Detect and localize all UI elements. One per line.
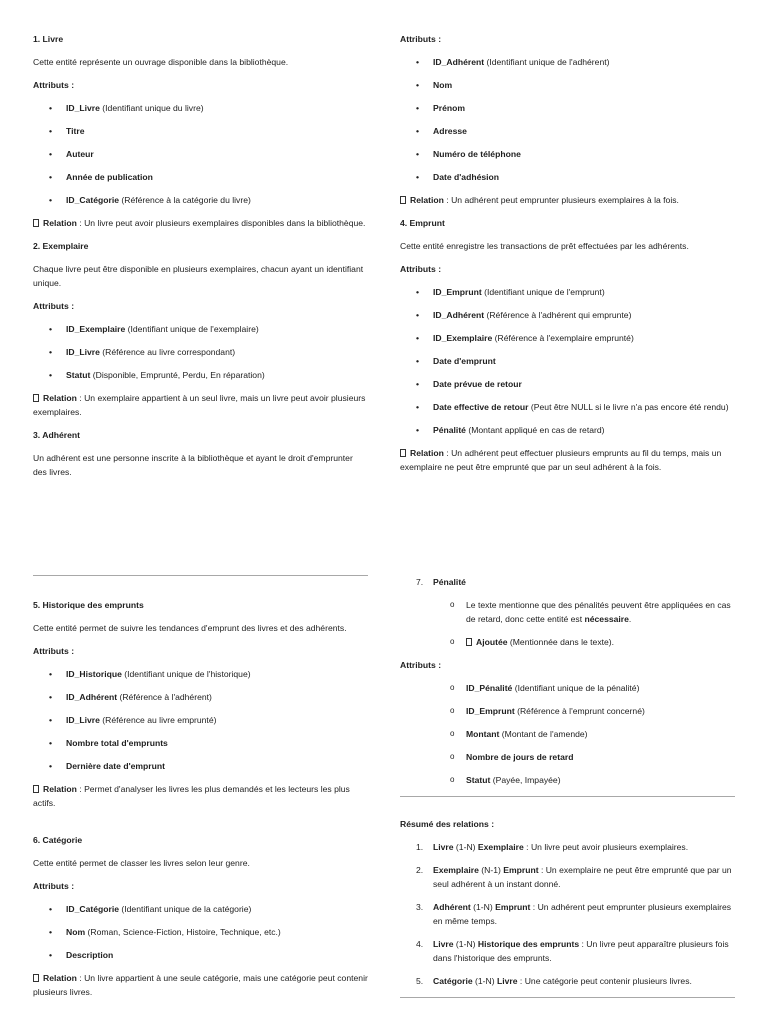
- section-title-categorie: 6. Catégorie: [33, 835, 83, 845]
- summary-item: 5. Catégorie (1-N) Livre : Une catégorie peut contenir plusieurs livres.: [416, 976, 692, 986]
- attribute-item: • Nom: [400, 78, 735, 92]
- relation-historique: Relation : Permet d'analyser les livres les plus demandés et les lecteurs les plus actifs.: [33, 784, 350, 808]
- attribute-list-categorie: [33, 902, 368, 962]
- attribute-list-emprunt: [400, 285, 735, 437]
- summary-title: Résumé des relations :: [400, 819, 495, 829]
- attribute-item: • ID_Exemplaire (Identifiant unique de l'exemplaire): [33, 322, 368, 336]
- attribute-item: • Pénalité (Montant appliqué en cas de retard): [400, 423, 735, 437]
- attribute-item: • Description: [33, 948, 368, 962]
- attributes-label: Attributs :: [400, 660, 442, 670]
- attribute-item: • Date prévue de retour: [400, 377, 735, 391]
- summary-list: [400, 840, 735, 988]
- relation-exemplaire: Relation : Un exemplaire appartient à un seul livre, mais un livre peut avoir plusieurs exemplaires.: [33, 393, 366, 417]
- attribute-item: • Date effective de retour (Peut être NULL si le livre n'a pas encore été rendu): [400, 400, 735, 414]
- summary-item: 4. Livre (1-N) Historique des emprunts : Un livre peut apparaître plusieurs fois dans l'historique des emprunts.: [416, 939, 729, 963]
- attributes-label: Attributs :: [33, 646, 75, 656]
- page2-right-column: [400, 575, 735, 998]
- attribute-item: • Année de publication: [33, 170, 368, 184]
- missing-glyph-icon: [466, 638, 472, 646]
- missing-glyph-icon: [33, 785, 39, 793]
- attributes-label: Attributs :: [33, 301, 75, 311]
- relation-adherent: Relation : Un adhérent peut emprunter plusieurs exemplaires à la fois.: [400, 193, 735, 207]
- attribute-item: • Numéro de téléphone: [400, 147, 735, 161]
- horizontal-divider: [400, 997, 735, 998]
- summary-item: 1. Livre (1-N) Exemplaire : Un livre peut avoir plusieurs exemplaires.: [416, 842, 689, 852]
- section-title-adherent: 3. Adhérent: [33, 430, 80, 440]
- attribute-item: • Date d'emprunt: [400, 354, 735, 368]
- attribute-list-historique: [33, 667, 368, 773]
- section-title-exemplaire: 2. Exemplaire: [33, 241, 89, 251]
- section-desc-livre: Cette entité représente un ouvrage disponible dans la bibliothèque.: [33, 57, 289, 67]
- missing-glyph-icon: [33, 394, 39, 402]
- missing-glyph-icon: [33, 974, 39, 982]
- section-desc-categorie: Cette entité permet de classer les livres selon leur genre.: [33, 858, 250, 868]
- attribute-item: o Statut (Payée, Impayée): [400, 773, 735, 787]
- horizontal-divider: [400, 796, 735, 797]
- attribute-list-adherent: [400, 55, 735, 184]
- attribute-item: • ID_Historique (Identifiant unique de l'historique): [33, 667, 368, 681]
- attribute-list-exemplaire: [33, 322, 368, 382]
- penalite-notes: [400, 598, 735, 649]
- attribute-list-livre: [33, 101, 368, 207]
- attribute-item: • ID_Livre (Référence au livre correspondant): [33, 345, 368, 359]
- missing-glyph-icon: [400, 196, 406, 204]
- note-item: o Le texte mentionne que des pénalités peuvent être appliquées en cas de retard, donc cette entité est nécessaire.: [400, 598, 735, 626]
- section-title-emprunt: 4. Emprunt: [400, 218, 445, 228]
- note-item: o Ajoutée (Mentionnée dans le texte).: [400, 635, 735, 649]
- attribute-item: o ID_Pénalité (Identifiant unique de la pénalité): [400, 681, 735, 695]
- section-desc-historique: Cette entité permet de suivre les tendances d'emprunt des livres et des adhérents.: [33, 623, 347, 633]
- attribute-item: • ID_Emprunt (Identifiant unique de l'emprunt): [400, 285, 735, 299]
- section-desc-exemplaire: Chaque livre peut être disponible en plusieurs exemplaires, chacun ayant un identifiant unique.: [33, 264, 364, 288]
- page1-left-column: [33, 32, 368, 488]
- attribute-item: • Adresse: [400, 124, 735, 138]
- missing-glyph-icon: [33, 219, 39, 227]
- summary-item: 2. Exemplaire (N-1) Emprunt : Un exemplaire ne peut être emprunté que par un seul adhérent à un instant donné.: [416, 865, 732, 889]
- list-number: 7.: [416, 577, 424, 587]
- attribute-item: • ID_Exemplaire (Référence à l'exemplaire emprunté): [400, 331, 735, 345]
- horizontal-divider: [33, 575, 368, 576]
- section-title-livre: 1. Livre: [33, 34, 64, 44]
- attribute-list-penalite: [400, 681, 735, 787]
- section-title-historique: 5. Historique des emprunts: [33, 600, 144, 610]
- attribute-item: • Auteur: [33, 147, 368, 161]
- missing-glyph-icon: [400, 449, 406, 457]
- attribute-item: • ID_Adhérent (Référence à l'adhérent qui emprunte): [400, 308, 735, 322]
- attribute-item: • Prénom: [400, 101, 735, 115]
- attribute-item: • ID_Adhérent (Identifiant unique de l'adhérent): [400, 55, 735, 69]
- attribute-item: • Statut (Disponible, Emprunté, Perdu, En réparation): [33, 368, 368, 382]
- attribute-item: • Dernière date d'emprunt: [33, 759, 368, 773]
- attribute-item: • Nombre total d'emprunts: [33, 736, 368, 750]
- attributes-label: Attributs :: [400, 264, 442, 274]
- relation-categorie: Relation : Un livre appartient à une seule catégorie, mais une catégorie peut contenir plusieurs livres.: [33, 973, 368, 997]
- section-desc-emprunt: Cette entité enregistre les transactions de prêt effectuées par les adhérents.: [400, 241, 689, 251]
- attributes-label: Attributs :: [400, 34, 442, 44]
- attribute-item: • ID_Livre (Référence au livre emprunté): [33, 713, 368, 727]
- attribute-item: • ID_Adhérent (Référence à l'adhérent): [33, 690, 368, 704]
- relation-emprunt: Relation : Un adhérent peut effectuer plusieurs emprunts au fil du temps, mais un exemplaire ne peut être emprunté que par un seul adhérent à la fois.: [400, 448, 722, 472]
- relation-livre: Relation : Un livre peut avoir plusieurs exemplaires disponibles dans la bibliothèque.: [33, 216, 368, 230]
- attribute-item: o Nombre de jours de retard: [400, 750, 735, 764]
- section-penalite-heading: [400, 575, 735, 589]
- attribute-item: • Date d'adhésion: [400, 170, 735, 184]
- attribute-item: • Titre: [33, 124, 368, 138]
- attribute-item: o Montant (Montant de l'amende): [400, 727, 735, 741]
- attribute-item: • ID_Catégorie (Référence à la catégorie du livre): [33, 193, 368, 207]
- attribute-item: • Nom (Roman, Science-Fiction, Histoire, Technique, etc.): [33, 925, 368, 939]
- attribute-item: o ID_Emprunt (Référence à l'emprunt concerné): [400, 704, 735, 718]
- section-title-penalite: Pénalité: [433, 577, 466, 587]
- attribute-item: • ID_Catégorie (Identifiant unique de la catégorie): [33, 902, 368, 916]
- page2-left-column: [33, 575, 368, 1008]
- section-desc-adherent: Un adhérent est une personne inscrite à la bibliothèque et ayant le droit d'emprunter des livres.: [33, 453, 353, 477]
- summary-item: 3. Adhérent (1-N) Emprunt : Un adhérent peut emprunter plusieurs exemplaires en même temps.: [416, 902, 732, 926]
- page1-right-column: [400, 32, 735, 483]
- attributes-label: Attributs :: [33, 80, 75, 90]
- attributes-label: Attributs :: [33, 881, 75, 891]
- attribute-item: • ID_Livre (Identifiant unique du livre): [33, 101, 368, 115]
